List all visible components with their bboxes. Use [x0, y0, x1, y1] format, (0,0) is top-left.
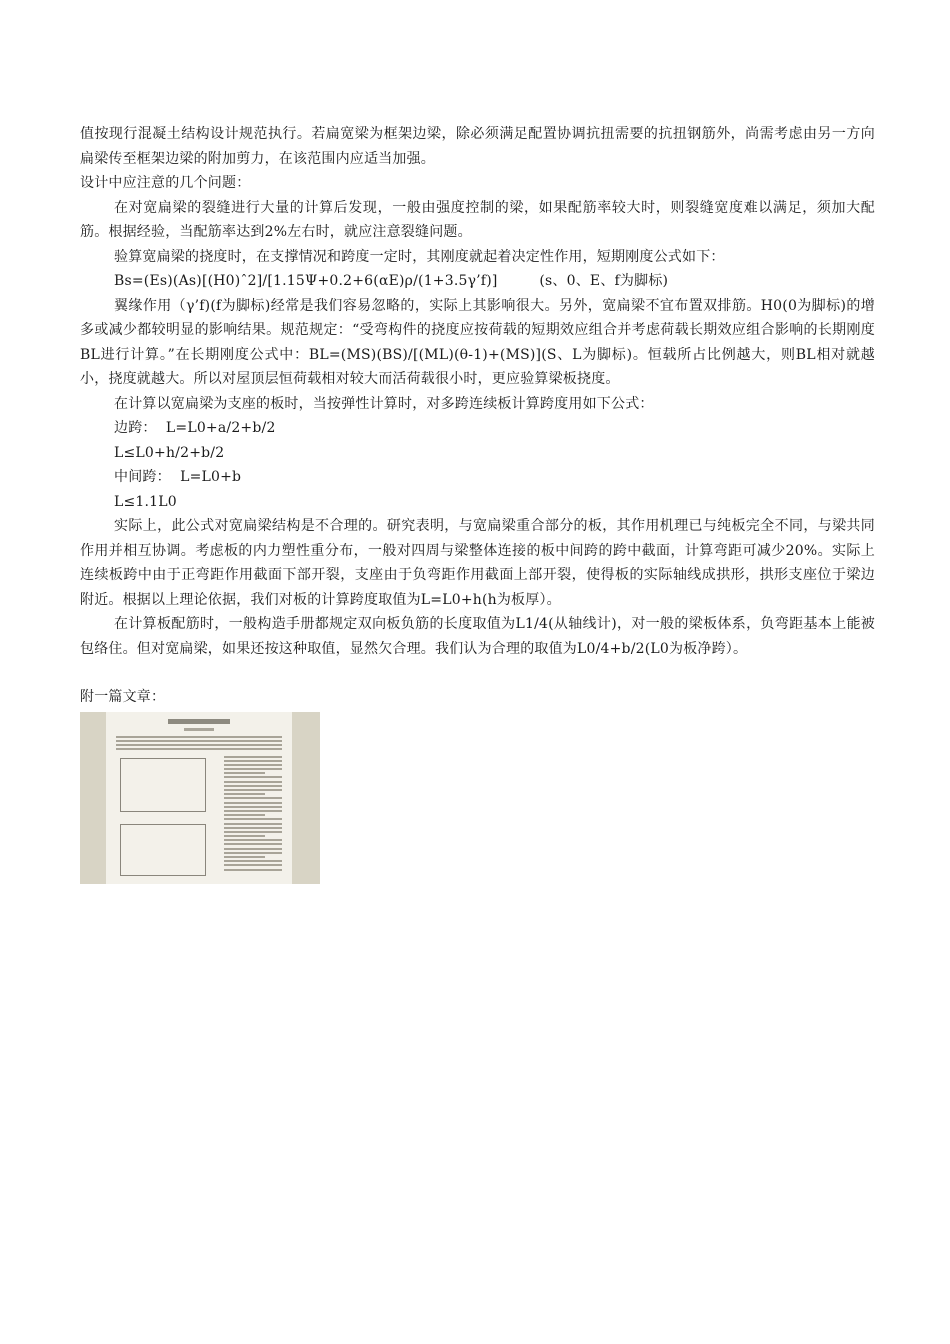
- formula-edge-span-limit: L≤L0+h/2+b/2: [114, 444, 225, 461]
- article-intro-lines: [116, 736, 282, 753]
- scan-text-line: [224, 781, 282, 783]
- paragraph-flange: 翼缘作用（γ’f)(f为脚标)经常是我们容易忽略的，实际上其影响很大。另外，宽扁梁不宜布置双排筋。H0(0为脚标)的增多或减少都较明显的影响结果。规范规定：“受弯构件的挠度应按荷载的短期效应组合并考虑荷载长期效应组合影响的长期刚度BL进行计算。”在长期刚度公式中：BL=(MS)(BS)/[(ML)(θ-1)+(MS)](S、L为脚标)。恒载所占比例越大，则BL相对就越小，挠度就越大。所以对屋顶层恒荷载相对较大而活荷载很小时，更应验算梁板挠度。: [80, 297, 875, 387]
- section-drawing-1: [120, 758, 206, 812]
- scan-text-line: [224, 768, 282, 770]
- scan-text-line: [224, 760, 282, 762]
- scan-text-line: [116, 744, 282, 746]
- scan-text-line: [224, 802, 282, 804]
- paragraph-reinforcement: 在计算板配筋时，一般构造手册都规定双向板负筋的长度取值为L1/4(从轴线计)，对一般的梁板体系，负弯距基本上能被包络住。但对宽扁梁，如果还按这种取值，显然欠合理。我们认为合理的取值为L0/4+b/2(L0为板净跨）。: [80, 616, 875, 657]
- attachment-label: 附一篇文章：: [80, 689, 166, 705]
- formula-middle-span: 中间跨： L=L0+b: [114, 469, 242, 485]
- spacer: [80, 661, 875, 685]
- scan-text-line: [224, 823, 282, 825]
- section-drawing-2: [120, 824, 206, 876]
- scan-text-line: [224, 797, 282, 799]
- article-title-mark: [168, 719, 230, 724]
- scan-text-line: [224, 827, 282, 829]
- scan-text-line: [224, 785, 282, 787]
- scan-text-line: [224, 860, 282, 862]
- scan-text-line: [224, 818, 282, 820]
- formula-edge-span: 边跨： L=L0+a/2+b/2: [114, 420, 276, 436]
- scan-text-line: [224, 772, 265, 774]
- scan-text-line: [224, 756, 282, 758]
- scan-text-line: [224, 810, 282, 812]
- scan-text-line: [224, 839, 282, 841]
- paragraph-slab-span: 在计算以宽扁梁为支座的板时，当按弹性计算时，对多跨连续板计算跨度用如下公式：: [114, 395, 654, 412]
- scan-text-line: [224, 869, 282, 871]
- scan-text-line: [224, 789, 282, 791]
- scan-text-line: [224, 814, 265, 816]
- formula-short-term-stiffness: Bs=(Es)(As)[(H0)ˆ2]/[1.15Ψ+0.2+6(αE)ρ/(1+3.5γ’f)] (s、0、E、f为脚标): [114, 273, 669, 289]
- scan-text-line: [224, 864, 282, 866]
- scan-text-line: [224, 764, 282, 766]
- scan-text-line: [224, 843, 282, 845]
- scan-text-line: [224, 852, 282, 854]
- section-heading: 设计中应注意的几个问题：: [80, 175, 251, 191]
- scan-text-line: [224, 831, 282, 833]
- scan-text-line: [116, 740, 282, 742]
- scan-text-line: [224, 806, 282, 808]
- article-text-column: [224, 756, 282, 873]
- scan-text-line: [224, 776, 282, 778]
- paragraph-1: 值按现行混凝土结构设计规范执行。若扁宽梁为框架边梁，除必须满足配置协调抗扭需要的抗扭钢筋外，尚需考虑由另一方向扁梁传至框架边梁的附加剪力，在该范围内应适当加强。: [80, 126, 875, 167]
- scan-text-line: [116, 748, 282, 750]
- scan-text-line: [116, 736, 282, 738]
- paragraph-analysis: 实际上，此公式对宽扁梁结构是不合理的。研究表明，与宽扁梁重合部分的板，其作用机理已与纯板完全不同，与梁共同作用并相互协调。考虑板的内力塑性重分布，一般对四周与梁整体连接的板中间跨的跨中截面，计算弯距可减少20%。实际上连续板跨中由于正弯距作用截面下部开裂，支座由于负弯距作用截面上部开裂，使得板的实际轴线成拱形，拱形支座位于梁边附近。根据以上理论依据，我们对板的计算跨度取值为L=L0+h(h为板厚）。: [80, 518, 875, 608]
- paragraph-crack: 在对宽扁梁的裂缝进行大量的计算后发现，一般由强度控制的梁，如果配筋率较大时，则裂缝宽度难以满足，须加大配筋。根据经验，当配筋率达到2%左右时，就应注意裂缝问题。: [80, 199, 875, 240]
- formula-middle-span-limit: L≤1.1L0: [114, 493, 177, 510]
- document-body: [80, 122, 875, 884]
- article-page-image: [106, 712, 292, 884]
- scan-text-line: [224, 835, 265, 837]
- article-scan-thumbnail: [80, 712, 320, 884]
- paragraph-deflection: 验算宽扁梁的挠度时，在支撑情况和跨度一定时，其刚度就起着决定性作用，短期刚度公式如下：: [114, 248, 725, 265]
- scan-text-line: [224, 856, 265, 858]
- scan-text-line: [224, 848, 282, 850]
- article-author-mark: [184, 728, 214, 731]
- scan-text-line: [224, 793, 265, 795]
